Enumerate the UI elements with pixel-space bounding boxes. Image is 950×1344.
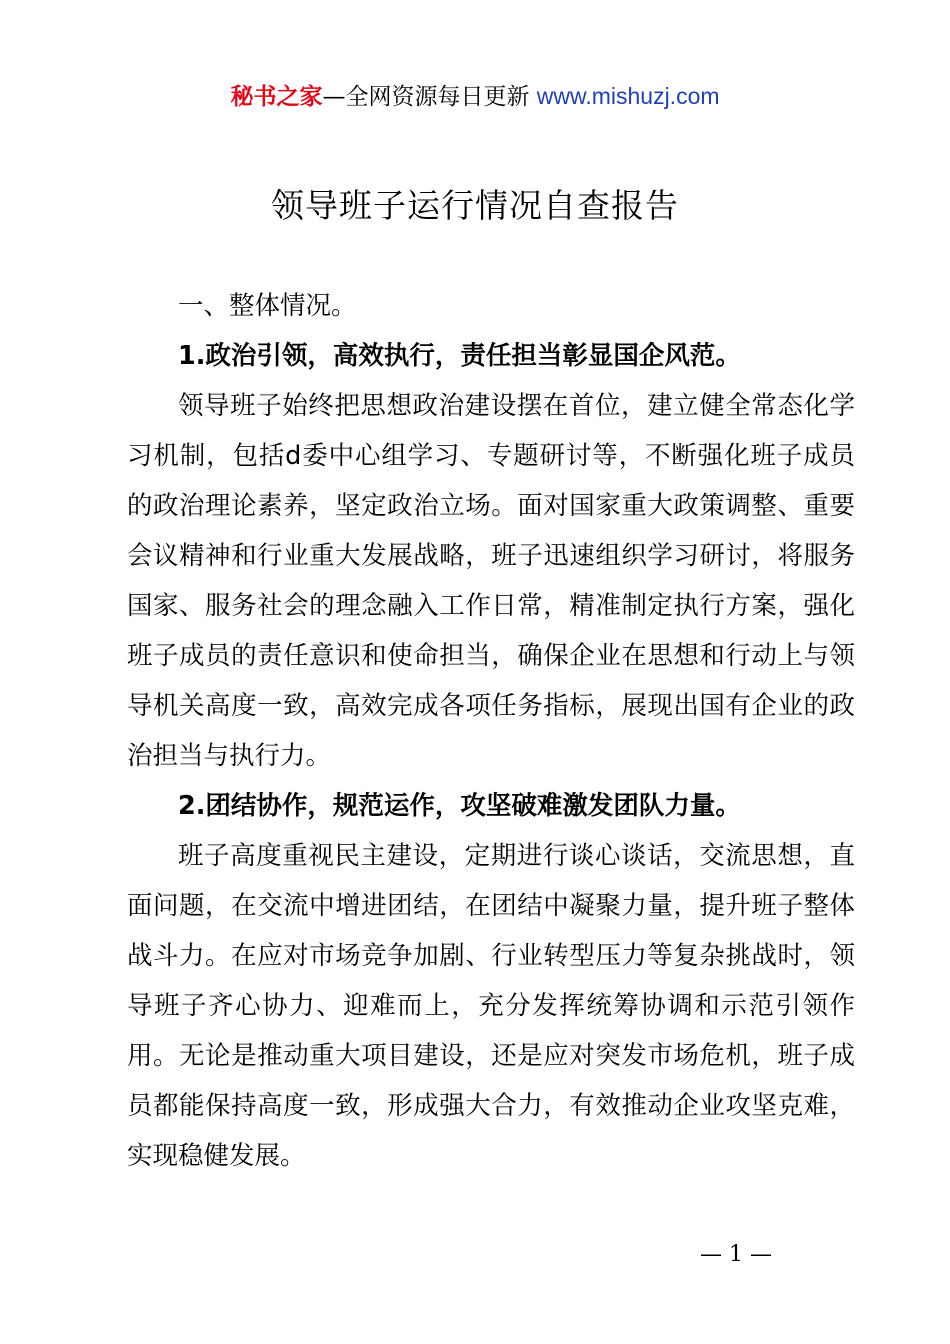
site-header (0, 80, 950, 113)
paragraph-2: 班子高度重视民主建设，定期进行谈心谈话，交流思想，直面问题，在交流中增进团结，在团结中凝聚力量，提升班子整体战斗力。在应对市场竞争加剧、行业转型压力等复杂挑战时，领导班子齐心协力、迎难而上，充分发挥统筹协调和示范引领作用。无论是推动重大项目建设，还是应对突发市场危机，班子成员都能保持高度一致，形成强大合力，有效推动企业攻坚克难，实现稳健发展。 (127, 841, 855, 1171)
paragraph-1: 领导班子始终把思想政治建设摆在首位，建立健全常态化学习机制，包括d委中心组学习、专题研讨等，不断强化班子成员的政治理论素养，坚定政治立场。面对国家重大政策调整、重要会议精神和行业重大发展战略，班子迅速组织学习研讨，将服务国家、服务社会的理念融入工作日常，精准制定执行方案，强化班子成员的责任意识和使命担当，确保企业在思想和行动上与领导机关高度一致，高效完成各项任务指标，展现出国有企业的政治担当与执行力。 (127, 391, 855, 771)
page-number: — 1 — (700, 1242, 772, 1267)
document-body (127, 281, 855, 1181)
site-url[interactable]: www.mishuzj.com (536, 83, 720, 109)
document-title: 领导班子运行情况自查报告 (271, 186, 679, 225)
subsection-heading-2: 2.团结协作，规范运作，攻坚破难激发团队力量。 (178, 791, 741, 821)
header-tagline: —全网资源每日更新 (322, 84, 530, 110)
subsection-heading-1: 1.政治引领，高效执行，责任担当彰显国企风范。 (178, 341, 741, 371)
brand-name: 秘书之家 (230, 84, 323, 110)
section-heading: 一、整体情况。 (178, 291, 357, 321)
